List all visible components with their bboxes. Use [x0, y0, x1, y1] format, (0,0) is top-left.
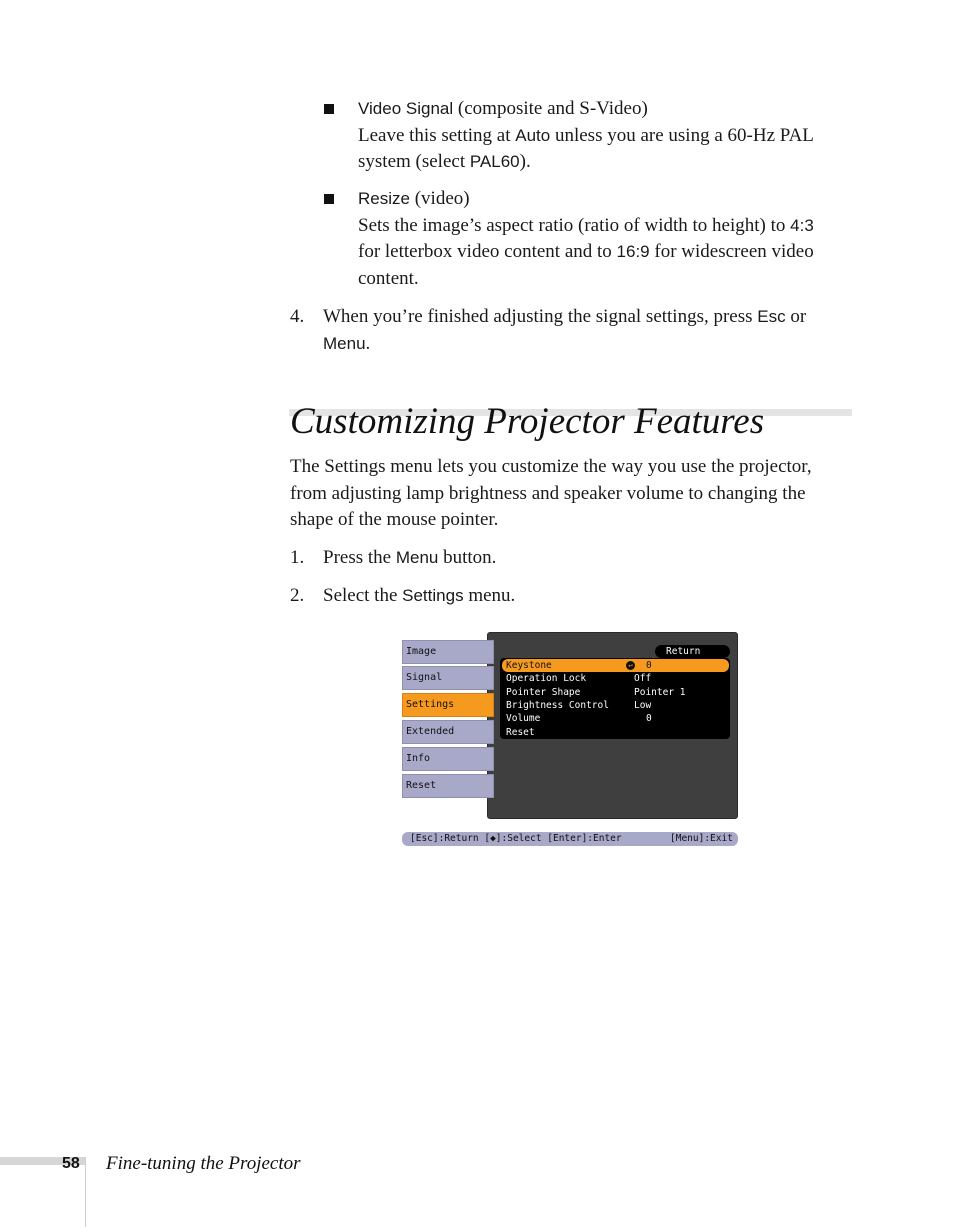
bullet-marker — [324, 194, 334, 204]
code-text: 4:3 — [790, 215, 814, 235]
step-2-text: Select the Settings menu. — [323, 585, 516, 606]
menu-tab-reset[interactable]: Reset — [402, 774, 494, 798]
status-hints: [Esc]:Return [◆]:Select [Enter]:Enter — [410, 833, 622, 844]
code-text: Menu — [395, 548, 439, 567]
bullet-video-signal: Video Signal (composite and S-Video) Leave this setting at Auto unless you are using a 60-Hz PAL system (select PAL60). — [358, 98, 814, 172]
bullet-resize: Resize (video) Sets the image’s aspect ratio (ratio of width to height) to 4:3 for letterbox video content and to 16:9 for widescreen video content. — [358, 188, 814, 289]
code-text: Settings — [402, 586, 464, 605]
footer-divider — [85, 1157, 86, 1227]
menu-row-reset[interactable]: Reset — [506, 727, 535, 738]
term: Video Signal — [358, 99, 454, 118]
return-button[interactable]: Return — [655, 645, 730, 658]
page-number: 58 — [62, 1155, 80, 1172]
menu-row-keystone[interactable]: Keystone ↵ 0 — [502, 659, 729, 672]
step-number: 2. — [290, 585, 305, 606]
code-text: Menu — [323, 333, 366, 353]
code-text: 16:9 — [616, 242, 650, 261]
step-number: 1. — [290, 547, 305, 568]
status-exit: [Menu]:Exit — [670, 833, 733, 844]
step-1-text: Press the Menu button. — [323, 547, 497, 568]
code-text: PAL60 — [469, 152, 520, 171]
menu-row-operation-lock[interactable]: Operation Lock Off — [506, 673, 652, 684]
code-text: Esc — [757, 307, 786, 326]
menu-status-bar — [402, 832, 738, 846]
term: Resize — [358, 189, 410, 208]
menu-tab-extended[interactable]: Extended — [402, 720, 494, 744]
bullet-marker — [324, 104, 334, 114]
menu-tab-settings[interactable]: Settings — [402, 693, 494, 717]
intro-paragraph: The Settings menu lets you customize the way you use the projector, from adjusting lamp brightness and speaker volume to changing the shape of the mouse pointer. — [290, 456, 812, 530]
menu-tab-image[interactable]: Image — [402, 640, 494, 664]
menu-row-brightness-control[interactable]: Brightness Control Low — [506, 700, 652, 711]
chapter-title: Fine-tuning the Projector — [106, 1153, 301, 1174]
code-text: Auto — [515, 125, 551, 145]
section-heading: Customizing Projector Features — [290, 401, 765, 442]
step-number: 4. — [290, 306, 305, 327]
menu-row-pointer-shape[interactable]: Pointer Shape Pointer 1 — [506, 687, 686, 698]
menu-tab-signal[interactable]: Signal — [402, 666, 494, 690]
menu-row-volume[interactable]: Volume 0 — [506, 713, 652, 724]
menu-tab-info[interactable]: Info — [402, 747, 494, 771]
enter-icon: ↵ — [626, 661, 635, 670]
step-4-text: When you’re finished adjusting the signal settings, press Esc or Menu. — [323, 306, 807, 354]
